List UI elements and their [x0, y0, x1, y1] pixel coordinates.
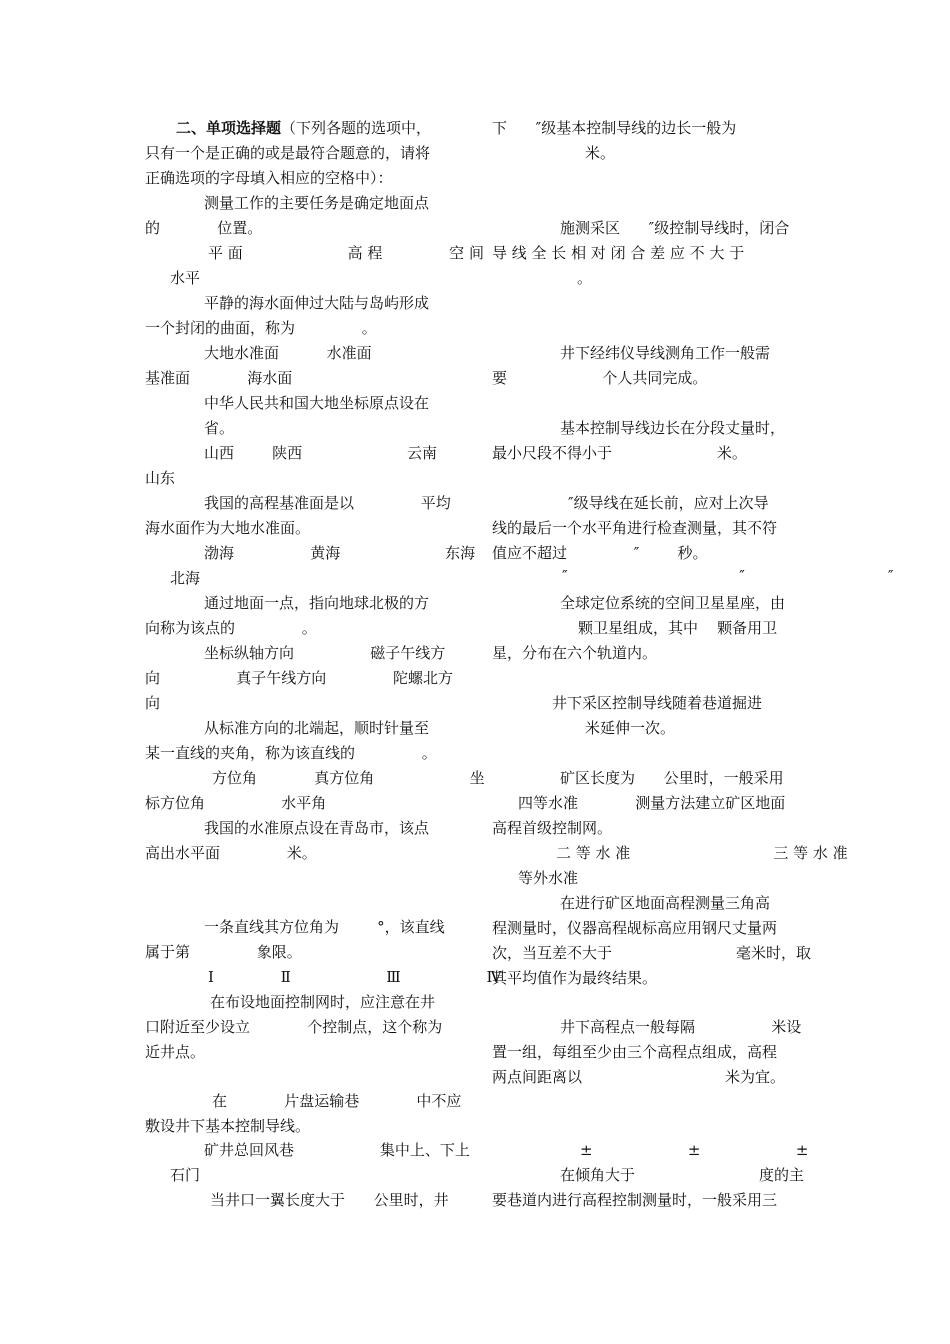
question-1-options: 水平: [170, 269, 201, 287]
question-9-stem: 在布设地面控制网时，应注意在井: [210, 993, 436, 1011]
question-15-options: ″ ″ ″: [562, 567, 894, 585]
question-11-stem: 下 ″级基本控制导线的边长一般为: [492, 119, 737, 137]
question-19-stem: 程测量时，仪器高程觇标高应用钢尺丈量两: [492, 919, 778, 937]
question-3-options: 山西 陕西 云南: [204, 444, 438, 462]
question-8-stem: 属于第 象限。: [145, 943, 302, 961]
text-line: 只有一个是正确的或是最符合题意的，请将: [145, 144, 431, 162]
question-10-options: 石门: [170, 1166, 201, 1184]
text-line: 正确选项的字母填入相应的空格中）：: [145, 169, 393, 187]
question-10-stem: 敷设井下基本控制导线。: [145, 1117, 311, 1135]
question-13-stem: 井下经纬仪导线测角工作一般需: [560, 344, 771, 362]
question-2-stem: 一个封闭的曲面，称为 。: [145, 319, 377, 337]
question-3-options: 山东: [145, 469, 176, 487]
question-2-stem: 平静的海水面伸过大陆与岛屿形成: [204, 294, 430, 312]
question-13-stem: 要 个人共同完成。: [492, 369, 708, 387]
question-18-stem: 四等水准 测量方法建立矿区地面: [518, 794, 786, 812]
question-16-stem: 颗卫星组成，其中 颗备用卫: [578, 619, 778, 637]
question-6-stem: 从标准方向的北端起，顺时针量至: [204, 719, 430, 737]
question-15-stem: ″级导线在延长前，应对上次导: [568, 494, 769, 512]
question-4-stem: 海水面作为大地水准面。: [145, 519, 311, 537]
question-5-options: 坐标纵轴方向 磁子午线方: [204, 644, 446, 662]
question-12-stem: 施测采区 ″级控制导线时，闭合: [560, 219, 790, 237]
question-5-options: 向 真子午线方向 陀螺北方: [145, 669, 454, 687]
question-4-stem: 我国的高程基准面是以 平均: [204, 494, 451, 512]
question-7-stem: 高出水平面 米。: [145, 844, 317, 862]
question-18-options: 等外水准: [518, 869, 579, 887]
section-heading: [176, 118, 431, 138]
question-8-options: Ⅰ Ⅱ Ⅲ Ⅳ: [208, 968, 502, 986]
question-15-stem: 值应不超过 ″ 秒。: [492, 544, 708, 562]
question-5-options: 向: [145, 694, 161, 712]
question-18-stem: 矿区长度为 公里时，一般采用: [560, 769, 784, 787]
question-11-stem: 米。: [585, 144, 616, 162]
question-16-stem: 全球定位系统的空间卫星星座，由: [560, 594, 786, 612]
question-16-stem: 星，分布在六个轨道内。: [492, 644, 658, 662]
question-2-options: 基准面 海水面: [145, 369, 293, 387]
question-19-stem: 次，当互差不大于 毫米时，取: [492, 944, 811, 962]
section-heading-bold: 二、单项选择题: [176, 119, 282, 137]
question-8-stem: 一条直线其方位角为 °，该直线: [204, 918, 445, 936]
question-12-stem: 导 线 全 长 相 对 闭 合 差 应 不 大 于: [492, 244, 745, 262]
question-19-stem: 在进行矿区地面高程测量三角高: [560, 894, 771, 912]
question-5-stem: 通过地面一点，指向地球北极的方: [204, 594, 430, 612]
question-20-stem: 两点间距离以 米为宜。: [492, 1068, 786, 1086]
question-11-stem: 当井口一翼长度大于 公里时，井: [210, 1191, 449, 1209]
question-17-stem: 米延伸一次。: [585, 719, 676, 737]
question-20-stem: 置一组，每组至少由三个高程点组成，高程: [492, 1043, 778, 1061]
question-18-options: 二 等 水 准 三 等 水 准: [556, 844, 848, 862]
question-6-options: 方位角 真方位角 坐: [212, 769, 485, 787]
question-20-options: ± ± ±: [580, 1141, 809, 1159]
question-7-stem: 我国的水准原点设在青岛市，该点: [204, 819, 430, 837]
question-15-stem: 线的最后一个水平角进行检查测量，其不符: [492, 519, 778, 537]
question-2-options: 大地水准面 水准面: [204, 344, 372, 362]
question-9-stem: 近井点。: [145, 1043, 206, 1061]
section-heading-rest: （下列各题的选项中，: [281, 119, 432, 137]
question-3-stem: 省。: [204, 419, 235, 437]
question-1-stem: 的 位置。: [145, 219, 263, 237]
question-10-stem: 在 片盘运输巷 中不应: [212, 1092, 462, 1110]
question-18-stem: 高程首级控制网。: [492, 819, 613, 837]
question-1-stem: 测量工作的主要任务是确定地面点: [204, 194, 430, 212]
question-14-stem: 最小尺段不得小于 米。: [492, 444, 747, 462]
question-4-options: 渤海 黄海 东海: [204, 544, 476, 562]
question-1-options: 平 面 高 程 空 间: [208, 244, 484, 262]
question-19-stem: 其平均值作为最终结果。: [492, 969, 658, 987]
question-3-stem: 中华人民共和国大地坐标原点设在: [204, 394, 430, 412]
question-6-options: 标方位角 水平角: [145, 794, 327, 812]
question-12-stem: 。: [577, 269, 593, 287]
question-5-stem: 向称为该点的 。: [145, 619, 317, 637]
question-9-stem: 口附近至少设立 个控制点，这个称为: [145, 1018, 443, 1036]
question-14-stem: 基本控制导线边长在分段丈量时，: [560, 419, 786, 437]
question-17-stem: 井下采区控制导线随着巷道掘进: [552, 694, 763, 712]
question-20-stem: 井下高程点一般每隔 米设: [560, 1018, 802, 1036]
question-21-stem: 要巷道内进行高程控制测量时，一般采用三: [492, 1191, 778, 1209]
question-4-options: 北海: [170, 569, 201, 587]
question-6-stem: 某一直线的夹角，称为该直线的 。: [145, 744, 437, 762]
question-10-options: 矿井总回风巷 集中上、下上: [204, 1141, 470, 1159]
question-21-stem: 在倾角大于 度的主: [560, 1166, 804, 1184]
